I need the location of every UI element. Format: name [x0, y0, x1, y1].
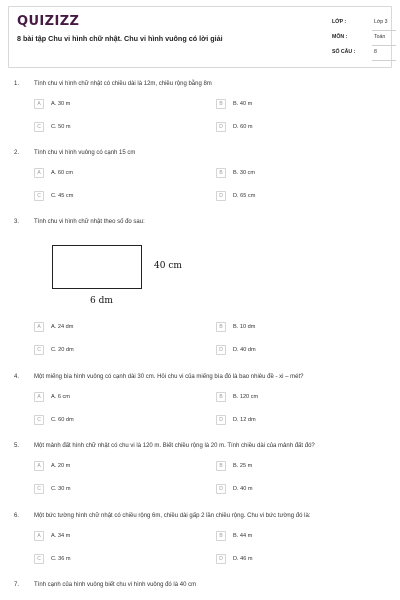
- question-number: 2.: [14, 150, 20, 156]
- meta-underline: [372, 45, 396, 46]
- option-letter-box: A: [34, 99, 44, 109]
- option-letter-box: D: [216, 191, 226, 201]
- option-c[interactable]: [34, 345, 184, 357]
- option-text: A. 6 cm: [51, 394, 70, 400]
- option-b[interactable]: [216, 99, 366, 111]
- option-d[interactable]: [216, 484, 366, 496]
- question-number: 6.: [14, 513, 20, 519]
- option-d[interactable]: [216, 191, 366, 203]
- question-number: 1.: [14, 81, 20, 87]
- option-letter-box: A: [34, 168, 44, 178]
- option-letter-box: A: [34, 461, 44, 471]
- option-c[interactable]: [34, 191, 184, 203]
- option-letter-box: A: [34, 392, 44, 402]
- option-text: A. 24 dm: [51, 324, 74, 330]
- question-number: 3.: [14, 219, 20, 225]
- option-text: D. 60 m: [233, 124, 253, 130]
- option-text: B. 10 dm: [233, 324, 256, 330]
- meta-underline: [372, 60, 396, 61]
- option-text: A. 20 m: [51, 463, 71, 469]
- question-text: Tính chu vi hình chữ nhật theo số đo sau:: [34, 219, 145, 225]
- option-letter-box: D: [216, 415, 226, 425]
- option-letter-box: B: [216, 99, 226, 109]
- rectangle-shape: [52, 245, 142, 289]
- meta-label: MÔN :: [332, 34, 348, 40]
- option-b[interactable]: [216, 322, 366, 334]
- option-text: C. 60 dm: [51, 417, 74, 423]
- rectangle-bottom-label: 6 dm: [90, 296, 113, 306]
- option-d[interactable]: [216, 415, 366, 427]
- quizizz-logo: QUIZIZZ: [17, 14, 80, 29]
- option-letter-box: A: [34, 531, 44, 541]
- option-b[interactable]: [216, 392, 366, 404]
- option-letter-box: C: [34, 345, 44, 355]
- option-d[interactable]: [216, 554, 366, 566]
- option-b[interactable]: [216, 461, 366, 473]
- option-text: A. 60 cm: [51, 170, 74, 176]
- option-c[interactable]: [34, 484, 184, 496]
- option-letter-box: C: [34, 554, 44, 564]
- option-text: A. 34 m: [51, 533, 71, 539]
- option-text: C. 50 m: [51, 124, 71, 130]
- option-letter-box: C: [34, 484, 44, 494]
- option-text: A. 30 m: [51, 101, 71, 107]
- question-text: Tính chu vi hình vuông có cạnh 15 cm: [34, 150, 136, 156]
- option-a[interactable]: [34, 392, 184, 404]
- option-d[interactable]: [216, 122, 366, 134]
- option-text: D. 40 dm: [233, 347, 256, 353]
- option-text: B. 30 cm: [233, 170, 256, 176]
- option-text: D. 46 m: [233, 556, 253, 562]
- option-letter-box: D: [216, 122, 226, 132]
- rectangle-side-label: 40 cm: [154, 261, 182, 271]
- option-letter-box: B: [216, 168, 226, 178]
- option-c[interactable]: [34, 415, 184, 427]
- option-text: D. 65 cm: [233, 193, 256, 199]
- option-letter-box: B: [216, 461, 226, 471]
- worksheet-header: [8, 6, 392, 68]
- option-text: C. 20 dm: [51, 347, 74, 353]
- option-text: B. 44 m: [233, 533, 253, 539]
- option-letter-box: C: [34, 415, 44, 425]
- question-text: Tính chu vi hình chữ nhật có chiều dài là 12m, chiều rộng bằng 8m: [34, 81, 212, 87]
- question-number: 4.: [14, 374, 20, 380]
- option-a[interactable]: [34, 461, 184, 473]
- option-b[interactable]: [216, 531, 366, 543]
- meta-value: Toán: [374, 34, 386, 40]
- option-letter-box: D: [216, 345, 226, 355]
- option-letter-box: C: [34, 122, 44, 132]
- option-letter-box: A: [34, 322, 44, 332]
- option-letter-box: B: [216, 531, 226, 541]
- meta-subject: [332, 32, 396, 46]
- option-text: B. 40 m: [233, 101, 253, 107]
- page-title: 8 bài tập Chu vi hình chữ nhật. Chu vi hình vuông có lời giải: [17, 34, 223, 43]
- option-letter-box: D: [216, 554, 226, 564]
- rectangle-figure: [52, 245, 242, 310]
- question-text: Một mảnh đất hình chữ nhật có chu vi là 120 m. Biết chiều rộng là 20 m. Tính chiều dài của mảnh đất đó?: [34, 443, 315, 449]
- option-a[interactable]: [34, 322, 184, 334]
- meta-question-count: [332, 47, 396, 61]
- option-a[interactable]: [34, 168, 184, 180]
- option-text: C. 30 m: [51, 486, 71, 492]
- option-text: C. 45 cm: [51, 193, 74, 199]
- question-number: 5.: [14, 443, 20, 449]
- option-letter-box: D: [216, 484, 226, 494]
- meta-grade: [332, 17, 396, 31]
- meta-label: LỚP :: [332, 19, 347, 25]
- option-letter-box: B: [216, 322, 226, 332]
- option-letter-box: C: [34, 191, 44, 201]
- meta-label: SỐ CÂU :: [332, 49, 356, 55]
- option-text: D. 40 m: [233, 486, 253, 492]
- meta-value: Lớp 3: [374, 19, 388, 25]
- option-text: C. 36 m: [51, 556, 71, 562]
- option-text: B. 120 cm: [233, 394, 259, 400]
- meta-underline: [372, 30, 396, 31]
- option-d[interactable]: [216, 345, 366, 357]
- question-text: Tính cạnh của hình vuông biết chu vi hình vuông đó là 40 cm: [34, 582, 197, 588]
- option-c[interactable]: [34, 122, 184, 134]
- option-text: D. 12 dm: [233, 417, 256, 423]
- option-letter-box: B: [216, 392, 226, 402]
- question-text: Một bức tường hình chữ nhật có chiều rộng 6m, chiều dài gấp 2 lần chiều rộng. Chu vi bức tường đó là:: [34, 513, 311, 519]
- option-b[interactable]: [216, 168, 366, 180]
- question-text: Một miếng bìa hình vuông có cạnh dài 30 cm. Hỏi chu vi của miếng bìa đó là bao nhiêu đề - xi – mét?: [34, 374, 304, 380]
- option-a[interactable]: [34, 531, 184, 543]
- question-number: 7.: [14, 582, 20, 588]
- option-a[interactable]: [34, 99, 184, 111]
- option-text: B. 25 m: [233, 463, 253, 469]
- option-c[interactable]: [34, 554, 184, 566]
- meta-value: 8: [374, 49, 377, 55]
